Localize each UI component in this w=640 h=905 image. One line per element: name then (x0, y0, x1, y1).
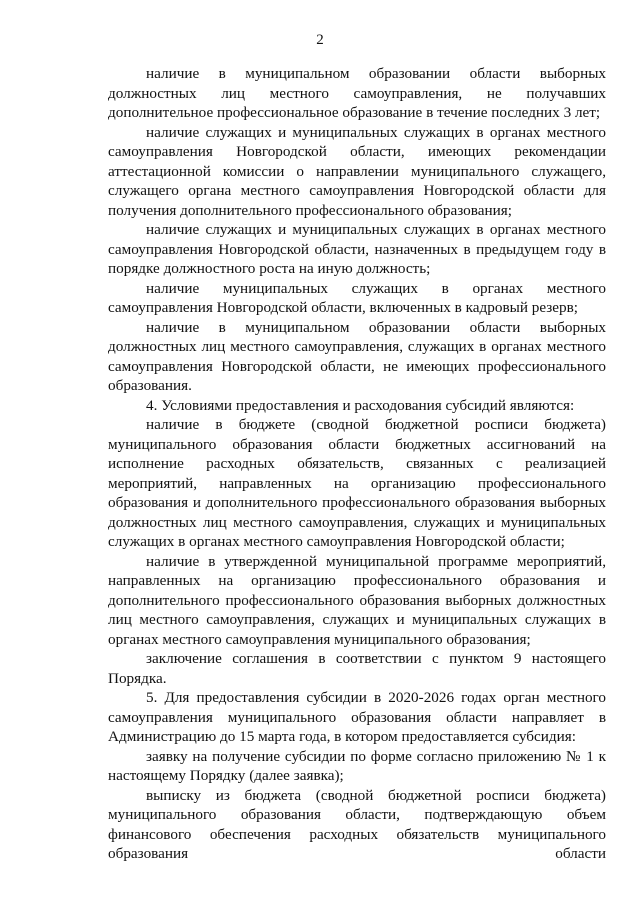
paragraph-budget-extract: выписку из бюджета (сводной бюджетной росписи бюджета) муниципального образования области, подтверждающую объем финансового обеспечения расходных обязательств муниципального образования области (108, 786, 606, 862)
paragraph-certification-recommendations: наличие служащих и муниципальных служащих в органах местного самоуправления Новгородской области, имеющих рекомендации аттестационной комиссии о направлении муниципального служащего, служащего органа местного самоуправления Новгородской области для получения дополнительного профессионального образования; (108, 123, 606, 219)
paragraph-no-professional-education: наличие в муниципальном образовании области выборных должностных лиц местного самоуправления, служащих в органах местного самоуправления Новгородской области, не имеющих профессионального образования. (108, 318, 606, 394)
document-body (108, 64, 606, 864)
paragraph-municipal-program: наличие в утвержденной муниципальной программе мероприятий, направленных на организацию профессионального образования и дополнительного профессионального образования выборных должностных лиц местного самоуправления, служащих и муниципальных служащих в органах местного самоуправления муниципального образования; (108, 552, 606, 648)
paragraph-agreement: заключение соглашения в соответствии с пунктом 9 настоящего Порядка. (108, 650, 606, 687)
paragraph-application: заявку на получение субсидии по форме согласно приложению № 1 к настоящему Порядку (далее заявка); (108, 747, 606, 784)
paragraph-appointed-previous-year: наличие служащих и муниципальных служащих в органах местного самоуправления Новгородской области, назначенных в предыдущем году в порядке должностного роста на иную должность; (108, 221, 606, 277)
section-5-paragraph: 5. Для предоставления субсидии в 2020-2026 годах орган местного самоуправления муниципального образования области направляет в Администрацию до 15 марта года, в котором предоставляется субсидия: (108, 689, 606, 745)
paragraph-personnel-reserve: наличие муниципальных служащих в органах местного самоуправления Новгородской области, включенных в кадровый резерв; (108, 279, 606, 316)
section-4-heading: 4. Условиями предоставления и расходования субсидий являются: (146, 396, 575, 414)
paragraph-budget-allocations: наличие в бюджете (сводной бюджетной росписи бюджета) муниципального образования области бюджетных ассигнований на исполнение расходных обязательств, связанных с реализацией мероприятий, направленных на организацию профессионального образования и дополнительного профессионального образования выборных должностных лиц местного самоуправления, служащих и муниципальных служащих в органах местного самоуправления Новгородской области; (108, 416, 606, 550)
paragraph-elected-officials-no-training: наличие в муниципальном образовании области выборных должностных лиц местного самоуправления, не получавших дополнительное профессиональное образование в течение последних 3 лет; (108, 65, 606, 121)
page-number: 2 (316, 32, 324, 48)
